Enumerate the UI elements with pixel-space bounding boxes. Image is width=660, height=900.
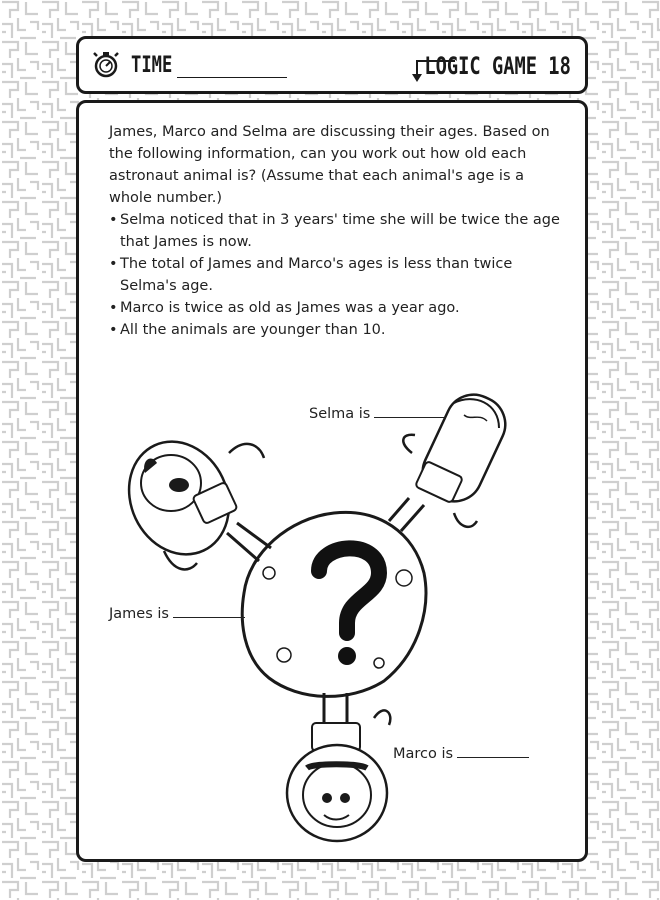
stopwatch-icon [91, 50, 121, 80]
james-answer-label: James is [109, 606, 169, 622]
clue-item: • Marco is twice as old as James was a year ago. [109, 297, 564, 319]
puzzle-panel [76, 100, 588, 862]
selma-answer-blank[interactable] [374, 406, 446, 418]
marco-astronaut [287, 693, 390, 841]
planet-illustration [242, 512, 426, 696]
clue-item: • The total of James and Marco's ages is less than twice Selma's age. [109, 253, 564, 297]
puzzle-intro: James, Marco and Selma are discussing their ages. Based on the following information, can you work out how old each astronaut animal is? (Assume that each animal's age is a whole number.) [109, 124, 550, 206]
clue-item: • All the animals are younger than 10. [109, 319, 564, 341]
time-answer-line[interactable] [177, 77, 287, 78]
marco-answer [393, 746, 529, 762]
selma-answer-label: Selma is [309, 406, 371, 422]
logic-game-title: LOGIC GAME 18 [424, 52, 571, 80]
marco-answer-blank[interactable] [457, 746, 529, 758]
time-label: TIME [131, 53, 173, 78]
selma-answer [309, 406, 446, 422]
james-answer-blank[interactable] [173, 606, 245, 618]
james-answer [109, 606, 245, 622]
marco-answer-label: Marco is [393, 746, 454, 762]
james-astronaut [111, 425, 271, 571]
clue-item: • Selma noticed that in 3 years' time she will be twice the age that James is now. [109, 209, 564, 253]
header-bar [76, 36, 588, 94]
